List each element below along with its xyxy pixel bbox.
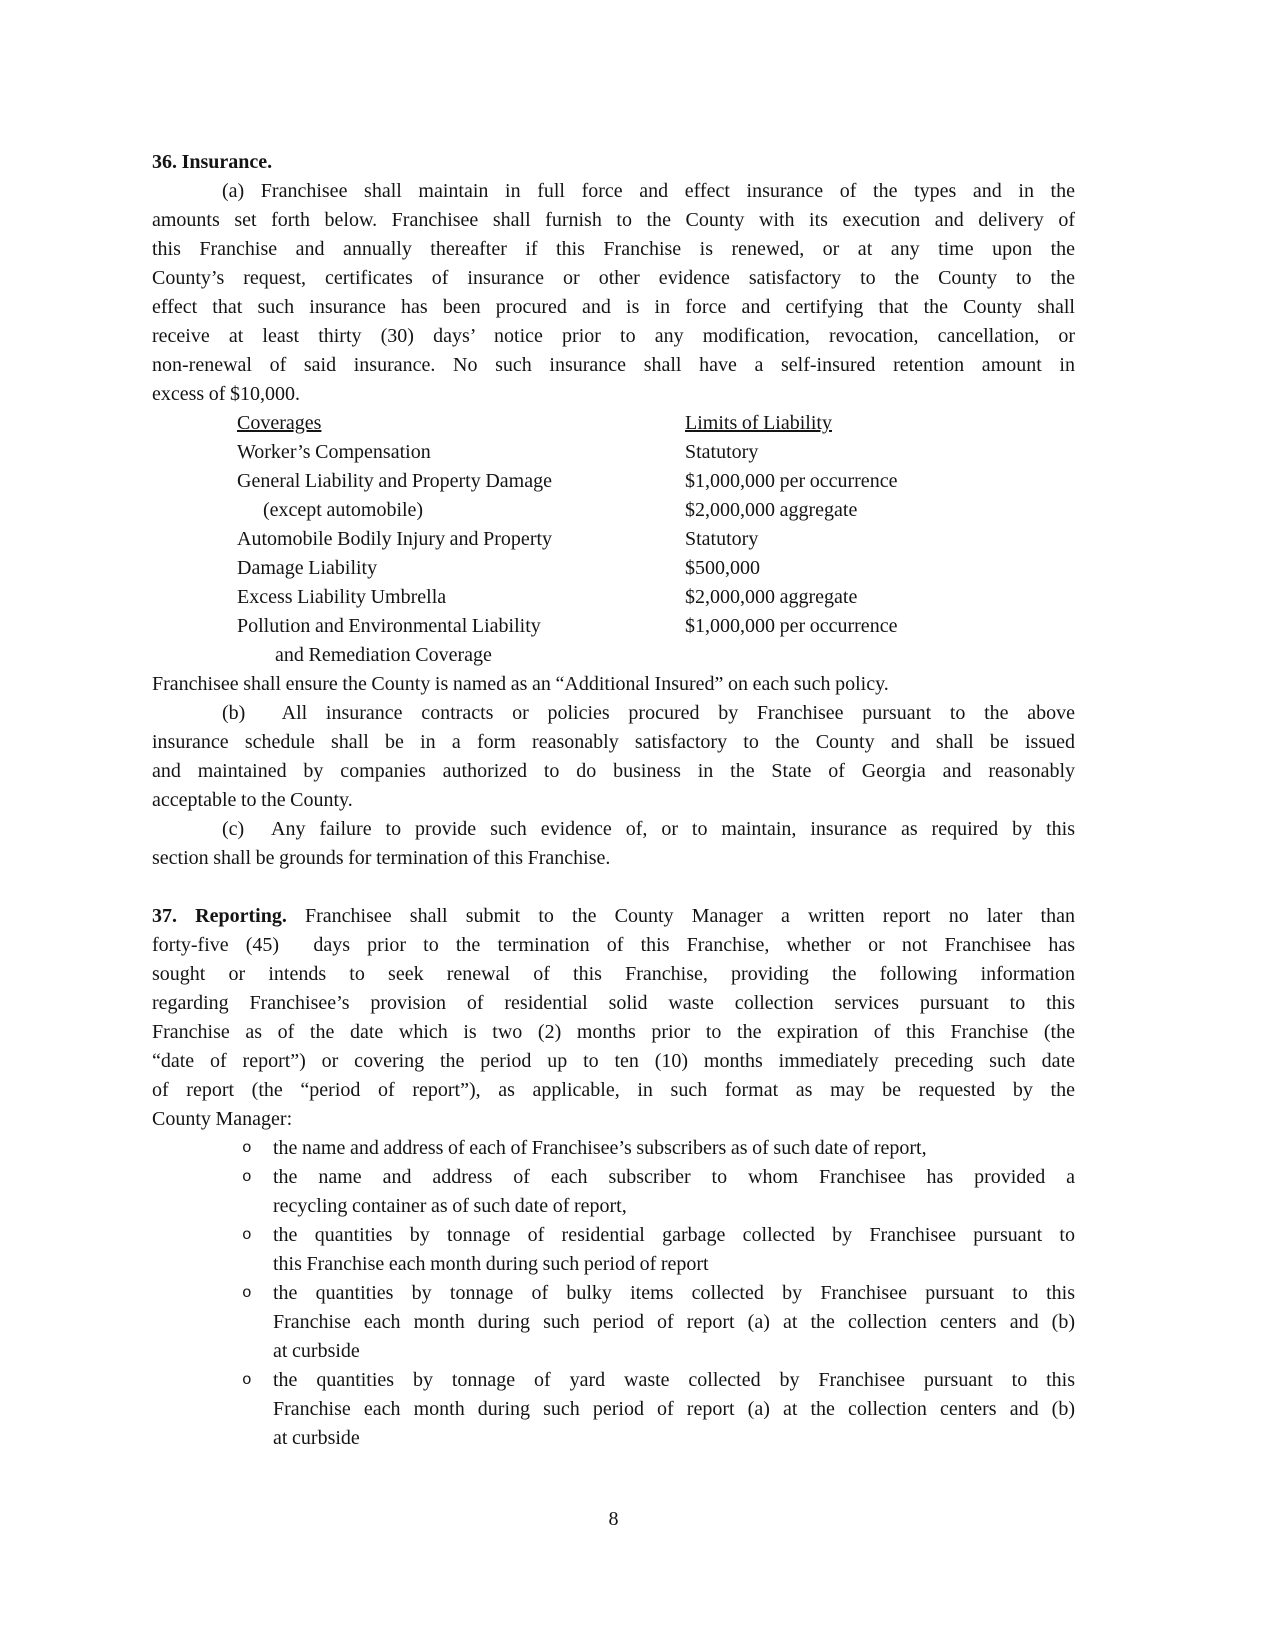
paragraph-line: effect that such insurance has been procured and is in force and certifying that the County shall <box>152 296 1075 318</box>
bullet-text: the name and address of each of Franchisee’s subscribers as of such date of report, <box>273 1137 927 1159</box>
bullet-line <box>152 1192 1075 1221</box>
bullet-text: recycling container as of such date of report, <box>273 1195 627 1217</box>
section-36-heading: 36. Insurance. <box>152 151 273 173</box>
bullet-text: at curbside <box>273 1427 360 1449</box>
coverage-table-header <box>152 409 1075 438</box>
coverage-row <box>152 438 1075 467</box>
bullet-text: Franchise each month during such period of report (a) at the collection centers and (b) <box>273 1311 1075 1333</box>
paragraph-b <box>152 699 1075 815</box>
paragraph-line: excess of $10,000. <box>152 383 301 405</box>
report-bullet-list <box>152 1134 1075 1453</box>
section-37-lead-text: Franchisee shall submit to the County Manager a written report no later than <box>286 905 1075 927</box>
bullet-marker <box>242 1424 273 1453</box>
bullet-text: this Franchise each month during such period of report <box>273 1253 709 1275</box>
paragraph-c <box>152 815 1075 873</box>
section-37-first-line <box>152 902 1075 931</box>
paragraph-line: (b) All insurance contracts or policies procured by Franchisee pursuant to the above <box>222 702 1075 724</box>
additional-insured-line: Franchisee shall ensure the County is named as an “Additional Insured” on each such policy. <box>152 673 889 695</box>
coverage-table-rows <box>152 438 1075 670</box>
paragraph-line: forty-five (45) days prior to the termination of this Franchise, whether or not Franchisee has <box>152 934 1075 956</box>
coverage-name-cell: and Remediation Coverage <box>275 644 492 666</box>
bullet-line <box>152 1279 1075 1308</box>
paragraph-line: acceptable to the County. <box>152 789 353 811</box>
bullet-line <box>152 1308 1075 1337</box>
bullet-marker: o <box>242 1371 252 1389</box>
section-37-lines <box>152 931 1075 1134</box>
paragraph-line: (a) Franchisee shall maintain in full force and effect insurance of the types and in the <box>222 180 1075 202</box>
bullet-marker: o <box>242 1139 252 1157</box>
paragraph-a <box>152 177 1075 409</box>
paragraph-line: sought or intends to seek renewal of this Franchise, providing the following information <box>152 963 1075 985</box>
bullet-marker <box>242 1337 273 1366</box>
paragraph-line: regarding Franchisee’s provision of residential solid waste collection services pursuant to this <box>152 992 1075 1014</box>
section-gap <box>152 873 1075 902</box>
bullet-line <box>152 1163 1075 1192</box>
paragraph-line: Franchise as of the date which is two (2) months prior to the expiration of this Franchise (the <box>152 1021 1075 1043</box>
bullet-marker <box>242 1250 273 1279</box>
coverage-limit-cell: $1,000,000 per occurrence <box>685 470 898 492</box>
bullet-marker: o <box>242 1284 252 1302</box>
coverage-limit-cell: $1,000,000 per occurrence <box>685 615 898 637</box>
bullet-line <box>152 1424 1075 1453</box>
paragraph-line: County’s request, certificates of insurance or other evidence satisfactory to the County to the <box>152 267 1075 289</box>
coverage-limit-cell: $2,000,000 aggregate <box>685 586 858 608</box>
paragraph-line: and maintained by companies authorized to do business in the State of Georgia and reasonably <box>152 760 1075 782</box>
coverage-row <box>152 641 1075 670</box>
coverage-name-cell: Excess Liability Umbrella <box>237 586 447 608</box>
coverage-limit-cell: Statutory <box>685 441 759 463</box>
coverage-row <box>152 496 1075 525</box>
paragraph-line: non-renewal of said insurance. No such insurance shall have a self-insured retention amount in <box>152 354 1075 376</box>
coverage-name-cell: Automobile Bodily Injury and Property <box>237 528 553 550</box>
paragraph-line: receive at least thirty (30) days’ notice prior to any modification, revocation, cancellation, or <box>152 325 1075 347</box>
coverage-limit-cell: $2,000,000 aggregate <box>685 499 858 521</box>
paragraph-line: amounts set forth below. Franchisee shall furnish to the County with its execution and delivery of <box>152 209 1075 231</box>
coverage-table <box>152 409 1075 670</box>
bullet-text: the quantities by tonnage of residential garbage collected by Franchisee pursuant to <box>273 1224 1075 1246</box>
coverage-row <box>152 583 1075 612</box>
section-37-heading: 37. Reporting. <box>152 905 287 927</box>
bullet-marker: o <box>242 1168 252 1186</box>
coverage-name-cell: Damage Liability <box>237 557 378 579</box>
paragraph-line: of report (the “period of report”), as applicable, in such format as may be requested by the <box>152 1079 1075 1101</box>
bullet-line <box>152 1221 1075 1250</box>
bullet-text: the quantities by tonnage of bulky items collected by Franchisee pursuant to this <box>273 1282 1075 1304</box>
document-content <box>152 148 1075 1534</box>
paragraph-line: “date of report”) or covering the period up to ten (10) months immediately preceding such date <box>152 1050 1075 1072</box>
paragraph-line: County Manager: <box>152 1108 293 1130</box>
bullet-marker <box>242 1192 273 1221</box>
coverage-row <box>152 467 1075 496</box>
bullet-marker: o <box>242 1226 252 1244</box>
coverage-row <box>152 612 1075 641</box>
coverage-name-cell: Pollution and Environmental Liability <box>237 615 541 637</box>
paragraph-line: insurance schedule shall be in a form reasonably satisfactory to the County and shall be issued <box>152 731 1075 753</box>
coverage-limit-cell: $500,000 <box>685 557 760 579</box>
limits-header-cell: Limits of Liability <box>685 412 832 434</box>
bullet-line <box>152 1395 1075 1424</box>
bullet-marker <box>242 1308 273 1337</box>
bullet-text: the quantities by tonnage of yard waste collected by Franchisee pursuant to this <box>273 1369 1075 1391</box>
bullet-line <box>152 1250 1075 1279</box>
bullet-text: Franchise each month during such period of report (a) at the collection centers and (b) <box>273 1398 1075 1420</box>
bullet-text: at curbside <box>273 1340 360 1362</box>
page-number: 8 <box>608 1508 619 1530</box>
coverage-row <box>152 554 1075 583</box>
paragraph-line: section shall be grounds for termination of this Franchise. <box>152 847 611 869</box>
paragraph-line: (c) Any failure to provide such evidence of, or to maintain, insurance as required by this <box>222 818 1075 840</box>
coverage-name-cell: (except automobile) <box>263 499 424 521</box>
paragraph-line: this Franchise and annually thereafter if this Franchise is renewed, or at any time upon the <box>152 238 1075 260</box>
coverage-row <box>152 525 1075 554</box>
coverage-limit-cell: Statutory <box>685 528 759 550</box>
bullet-line <box>152 1134 1075 1163</box>
coverages-header-cell: Coverages <box>237 412 322 434</box>
bullet-line <box>152 1337 1075 1366</box>
section-37-paragraph <box>152 902 1075 1134</box>
bullet-text: the name and address of each subscriber to whom Franchisee has provided a <box>273 1166 1075 1188</box>
bullet-marker <box>242 1395 273 1424</box>
coverage-name-cell: General Liability and Property Damage <box>237 470 552 492</box>
coverage-limit-cell <box>685 641 1075 670</box>
bullet-line <box>152 1366 1075 1395</box>
coverage-name-cell: Worker’s Compensation <box>237 441 431 463</box>
